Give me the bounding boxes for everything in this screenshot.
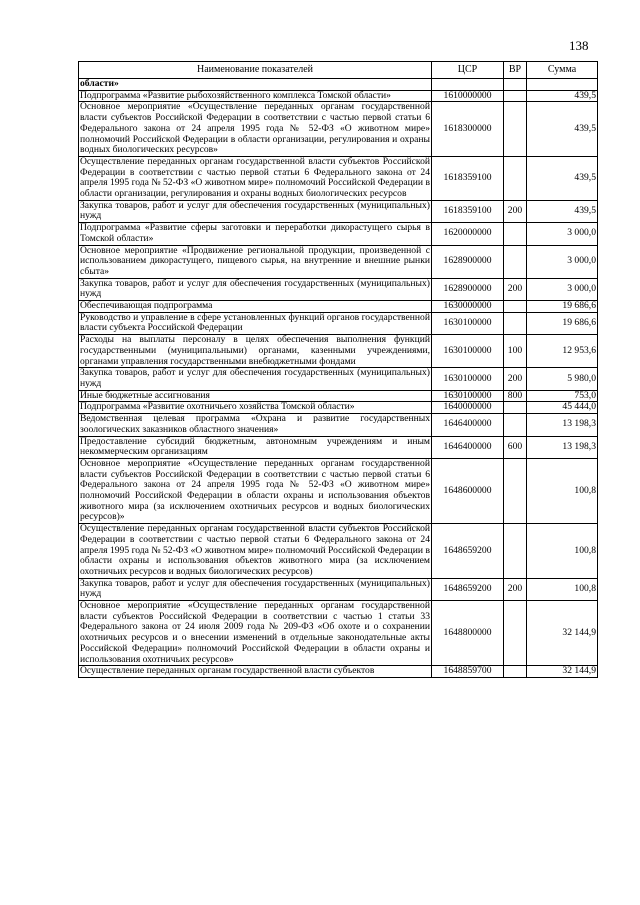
- row-name-cell: Ведомственная целевая программа «Охрана и развитие государственных зоологических заказников областного значения»: [80, 413, 430, 435]
- row-csr-cell: 1630100000: [432, 390, 504, 402]
- row-sum-cell: 3 000,0: [527, 245, 598, 278]
- row-vr-cell: [504, 312, 527, 334]
- table-row: [79, 200, 598, 222]
- row-sum-cell: 100,8: [527, 524, 598, 579]
- row-name-cell: Основное мероприятие «Осуществление переданных органам государственной власти субъектов Российской Федерации в соответствии с частью 1 статьи 33 Федерального закона от 24 июля 2009 года № 209-ФЗ «Об охоте и о сохранении охотничьих ресурсов и о внесении изменений в отдельные законодательные акты Российской Федерации» полномочий Российской Федерации в области охраны и использования охотничьих ресурсов»: [80, 600, 430, 665]
- row-vr-cell: 200: [504, 578, 527, 600]
- row-vr-cell: [504, 524, 527, 579]
- row-sum-cell: 100,8: [527, 578, 598, 600]
- row-name-cell: Руководство и управление в сфере установленных функций органов государственной власти субъекта Российской Федерации: [80, 311, 430, 334]
- row-name-cell: Закупка товаров, работ и услуг для обеспечения государственных (муниципальных) нужд: [80, 199, 430, 222]
- row-csr-cell: 1628900000: [432, 245, 504, 278]
- table-row: [79, 666, 598, 678]
- header-name: Наименование показателей: [79, 62, 432, 79]
- row-sum-cell: 439,5: [527, 156, 598, 200]
- row-vr-cell: [504, 601, 527, 666]
- header-csr: ЦСР: [432, 62, 504, 79]
- row-vr-cell: [504, 414, 527, 436]
- table-row: [79, 312, 598, 334]
- row-csr-cell: 1648859700: [432, 666, 504, 678]
- header-vr: ВР: [504, 62, 527, 79]
- row-csr-cell: 1640000000: [432, 402, 504, 414]
- row-sum-cell: 3 000,0: [527, 278, 598, 300]
- row-vr-cell: 200: [504, 368, 527, 390]
- row-vr-cell: [504, 156, 527, 200]
- row-csr-cell: 1648659200: [432, 578, 504, 600]
- row-csr-cell: 1648600000: [432, 458, 504, 523]
- row-vr-cell: [504, 90, 527, 102]
- row-name-cell: Осуществление переданных органам государственной власти субъектов Российской Федерации в соответствии с частью первой статьи 6 Федерального закона от 24 апреля 1995 года № 52-ФЗ «О животном мире» полномочий Российской Федерации в области охраны и использования объектов животного мира (за исключением охотничьих ресурсов и водных биологических ресурсов): [80, 523, 430, 577]
- row-name-cell: Основное мероприятие «Осуществление переданных органам государственной власти субъектов Российской Федерации в соответствии с частью первой статьи 6 Федерального закона от 24 апреля 1995 года № 52-ФЗ «О животном мире» полномочий Российской Федерации в области охраны и использования объектов животного мира (за исключением охотничьих ресурсов и водных биологических ресурсов)»: [80, 457, 430, 523]
- row-csr-cell: 1620000000: [432, 223, 504, 245]
- row-sum-cell: 753,0: [527, 390, 598, 402]
- table-header-row: [79, 62, 598, 79]
- row-name-cell: Обеспечивающая подпрограмма: [79, 301, 432, 313]
- table-row: [79, 102, 598, 157]
- page-number: 138: [569, 38, 589, 53]
- row-sum-cell: 32 144,9: [527, 666, 598, 678]
- table-row: [79, 90, 598, 102]
- table-row: [79, 524, 598, 579]
- row-vr-cell: 200: [504, 278, 527, 300]
- row-csr-cell: 1618359100: [432, 156, 504, 200]
- table-body: [79, 79, 598, 678]
- row-sum-cell: 13 198,3: [527, 414, 598, 436]
- row-name-cell: Осуществление переданных органам государственной власти субъектов: [79, 666, 432, 678]
- row-sum-cell: 3 000,0: [527, 223, 598, 245]
- row-name-cell: Основное мероприятие «Осуществление переданных органам государственной власти субъектов Российской Федерации в соответствии с частью первой статьи 6 Федерального закона от 24 апреля 1995 года № 52-ФЗ «О животном мире» полномочий Российской Федерации в области организации, регулирования и охраны водных биологических ресурсов»: [80, 101, 430, 156]
- table-row: [79, 335, 598, 368]
- row-csr-cell: 1646400000: [432, 436, 504, 458]
- row-sum-cell: 45 444,0: [527, 402, 598, 414]
- row-sum-cell: 12 953,6: [527, 335, 598, 368]
- row-vr-cell: [504, 666, 527, 678]
- row-csr-cell: 1630100000: [432, 368, 504, 390]
- row-csr-cell: 1646400000: [432, 414, 504, 436]
- row-sum-cell: 19 686,6: [527, 312, 598, 334]
- row-csr-cell: 1618300000: [432, 102, 504, 157]
- row-sum-cell: 439,5: [527, 200, 598, 222]
- table-row: [79, 436, 598, 458]
- table-row: [79, 414, 598, 436]
- table-row: [79, 79, 598, 91]
- row-name-cell: Осуществление переданных органам государственной власти субъектов Российской Федерации в соответствии с частью первой статьи 6 Федерального закона от 24 апреля 1995 года № 52-ФЗ «О животном мире» полномочий Российской Федерации в области организации, регулирования и охраны водных биологических ресурсов: [80, 155, 430, 200]
- row-csr-cell: 1648800000: [432, 601, 504, 666]
- row-vr-cell: [504, 458, 527, 523]
- row-csr-cell: 1618359100: [432, 200, 504, 222]
- row-vr-cell: [504, 79, 527, 91]
- row-vr-cell: [504, 245, 527, 278]
- row-name-cell: Закупка товаров, работ и услуг для обеспечения государственных (муниципальных) нужд: [80, 367, 430, 389]
- table-row: [79, 368, 598, 390]
- row-sum-cell: 5 980,0: [527, 368, 598, 390]
- row-csr-cell: 1630100000: [432, 335, 504, 368]
- row-vr-cell: [504, 223, 527, 245]
- row-name-cell: Подпрограмма «Развитие охотничьего хозяйства Томской области»: [79, 402, 432, 414]
- row-csr-cell: [432, 79, 504, 91]
- row-name-cell: Расходы на выплаты персоналу в целях обеспечения выполнения функций государственными (муниципальными) органами, казенными учреждениями, органами управления государственными внебюджетными фондами: [80, 334, 430, 367]
- row-name-cell: Подпрограмма «Развитие рыбохозяйственного комплекса Томской области»: [79, 90, 432, 102]
- row-name-cell: Основное мероприятие «Продвижение региональной продукции, произведенной с использованием дикорастущего, пищевого сырья, на внутренние и внешние рынки сбыта»: [80, 244, 430, 277]
- table-row: [79, 156, 598, 200]
- row-name-cell: области»: [79, 79, 432, 91]
- row-name-cell: Закупка товаров, работ и услуг для обеспечения государственных (муниципальных) нужд: [80, 577, 430, 600]
- row-name-cell: Подпрограмма «Развитие сферы заготовки и переработки дикорастущего сырья в Томской области»: [80, 222, 430, 244]
- row-sum-cell: 19 686,6: [527, 301, 598, 313]
- table-row: [79, 278, 598, 300]
- table-row: [79, 223, 598, 245]
- row-name-cell: Закупка товаров, работ и услуг для обеспечения государственных (муниципальных) нужд: [80, 277, 430, 300]
- row-name-cell: Иные бюджетные ассигнования: [79, 390, 432, 402]
- table-row: [79, 245, 598, 278]
- row-vr-cell: 800: [504, 390, 527, 402]
- row-vr-cell: [504, 102, 527, 157]
- table-row: [79, 402, 598, 414]
- row-vr-cell: 200: [504, 200, 527, 222]
- row-sum-cell: [527, 79, 598, 91]
- table-row: [79, 458, 598, 523]
- row-csr-cell: 1630000000: [432, 301, 504, 313]
- row-csr-cell: 1628900000: [432, 278, 504, 300]
- row-sum-cell: 439,5: [527, 90, 598, 102]
- budget-table: [78, 61, 598, 678]
- row-sum-cell: 32 144,9: [527, 601, 598, 666]
- row-vr-cell: [504, 402, 527, 414]
- row-sum-cell: 13 198,3: [527, 436, 598, 458]
- header-sum: Сумма: [527, 62, 598, 79]
- row-csr-cell: 1610000000: [432, 90, 504, 102]
- table-row: [79, 601, 598, 666]
- row-sum-cell: 100,8: [527, 458, 598, 523]
- table-row: [79, 578, 598, 600]
- row-vr-cell: 100: [504, 335, 527, 368]
- row-csr-cell: 1648659200: [432, 524, 504, 579]
- row-vr-cell: 600: [504, 436, 527, 458]
- row-name-cell: Предоставление субсидий бюджетным, автономным учреждениям и иным некоммерческим организациям: [80, 435, 430, 458]
- row-sum-cell: 439,5: [527, 102, 598, 157]
- table-row: [79, 390, 598, 402]
- row-csr-cell: 1630100000: [432, 312, 504, 334]
- row-vr-cell: [504, 301, 527, 313]
- table-row: [79, 301, 598, 313]
